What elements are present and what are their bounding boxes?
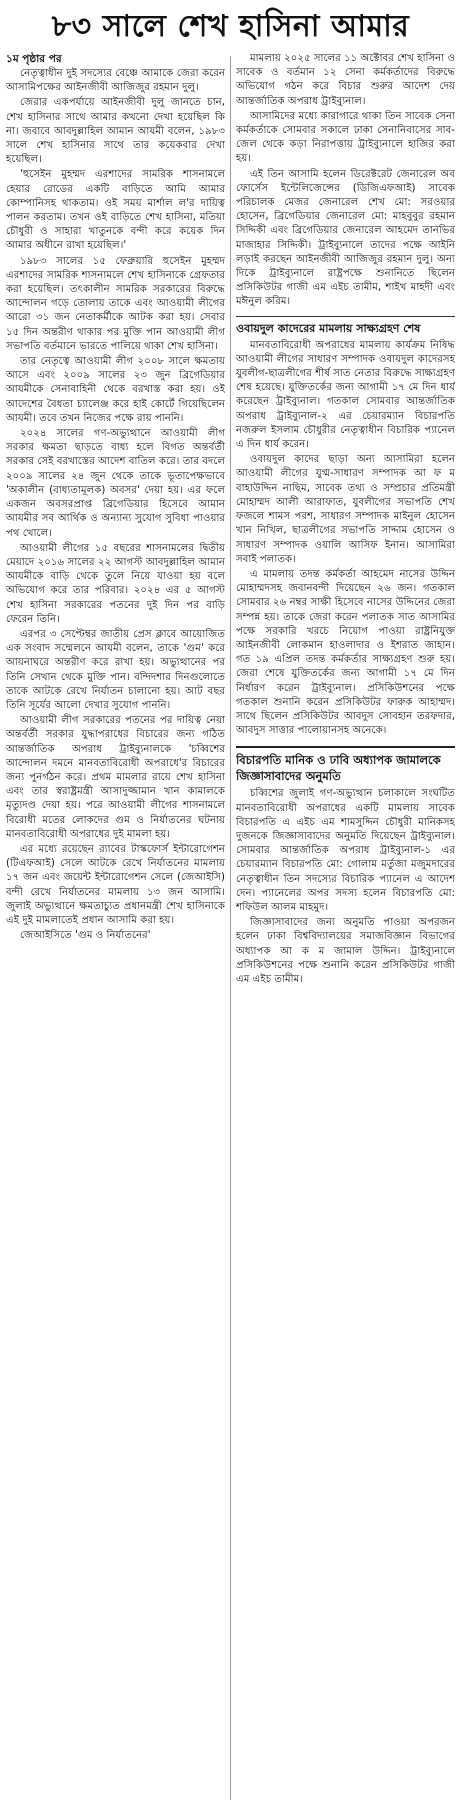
paragraph: ১৯৮৩ সালের ১৫ ফেব্রুয়ারি হুসেইন মুহম্মদ এরশাদের সামরিক শাসনামলে শেখ হাসিনাকে গ্রেফতার করা হয়েছিল। তৎকালীন সামরিক সরকারের বিরুদ্ধে আন্দোলন গড়ে তোলায় তাকে এবং আওয়ামী লীগের আরো ৩১ জন নেতাকর্মীকে আটক করা হয়। সেবার ১৫ দিন অন্তরীণ থাকার পর মুক্তি পান আওয়ামী লীগ সভাপতি বর্তমানে ভারতে পালিয়ে থাকা শেখ হাসিনা। [6,255,225,352]
paragraph: জিজ্ঞাসাবাদের জন্য অনুমতি পাওয়া অপরজন হলেন ঢাকা বিশ্ববিদ্যালয়ের সমাজবিজ্ঞান বিভাগের অধ্যাপক আ ক ম জামাল উদ্দিন। ট্রাইব্যুনালে প্রসিকিউশনের পক্ষে শুনানি করেন প্রসিকিউটর গাজী এম এইচ তামীম। [236,917,455,985]
section-subheading: ওবায়দুল কাদেরের মামলায় সাক্ষ্যগ্রহণ শেষ [236,316,455,336]
article-headline: ৮৩ সালে শেখ হাসিনা আমার [51,9,410,44]
paragraph: জেআইসিতে 'গুম ও নির্যাতনের' [20,930,151,942]
paragraph: মামলায় ২০২৫ সালের ১১ অক্টোবর শেখ হাসিনা ও সাবেক ও বর্তমান ১২ সেনা কর্মকর্তাদের বিরুদ্ধে অভিযোগ গঠন করে বিচার শুরুর আদেশ দেয় আন্তর্জাতিক অপরাধ ট্রাইব্যুনাল। [236,53,455,107]
paragraph: এর মধ্যে রয়েছেন র‌্যাবের টাস্কফোর্স ইন্টারোগেশন (টিএফআই) সেলে আটকে রেখে নির্যাতনের মামলায় ১৭ জন এবং জয়েন্ট ইন্টারোগেশন সেলে (জেআইসি) বন্দী রেখে নির্যাতনের মামলায় ১৩ জন আসামি। জুলাই অভ্যুত্থানে ক্ষমতাচ্যুত প্রধানমন্ত্রী শেখ হাসিনাকে এই দুই মামলাতেই প্রধান আসামি করা হয়। [6,843,225,926]
paragraph: আসামিদের মধ্যে কারাগারে থাকা তিন সাবেক সেনা কর্মকর্তাকে সোমবার সকালে ঢাকা সেনানিবাসের সাব-জেল থেকে কড়া নিরাপত্তায় ট্রাইব্যুনালে হাজির করা হয়। [236,110,455,165]
left-body [6,67,225,943]
paragraph: তার নেতৃত্বে আওয়ামী লীগ ২০০৮ সালে ক্ষমতায় আসে এবং ২০০৯ সালের ২৩ জুন ব্রিগেডিয়ার আযমীকে সেনাবাহিনী থেকে বরখাস্ত করা হয়। ওই আদেশের বৈধতা চ্যালেঞ্জ করে হাই কোর্টে গিয়েছিলেন আযমী। তবে তখন নিজের পক্ষে রায় পাননি। [6,356,225,424]
paragraph: এ মামলায় তদন্ত কর্মকর্তা আহমেদ নাসের উদ্দিন মোহাম্মদসহ জবানবন্দী দিয়েছেন ২৬ জন। গতকাল সোমবার ২৬ নম্বর সাক্ষী হিসেবে নাসের উদ্দিনের জেরা সম্পন্ন হয়। তাকে জেরা করেন পলাতক সাত আসামির পক্ষে সরকারি খরচে নিয়োগ পাওয়া রাষ্ট্রনিযুক্ত আইনজীবী লোকমান হাওলাদার ও ইশরাত জাহান। গত ১৯ এপ্রিল তদন্ত কর্মকর্তার সাক্ষ্যগ্রহণ শুরু হয়। জেরা শেষে যুক্তিতর্কের জন্য আগামী ১৭ মে দিন নির্ধারণ করেন ট্রাইব্যুনাল। প্রসিকিউশনের পক্ষে গতকাল শুনানি করেন প্রসিকিউটর ফারুক আহাম্মদ। সাথে ছিলেন প্রসিকিউটর আবদুস সোবহান তরফদার, আবদুস সাত্তার পালোয়ানসহ অনেকে। [236,568,455,737]
continuation-label: ১ম পৃষ্ঠার পর [6,53,62,65]
paragraph: জেরার একপর্যায়ে আইনজীবী দুলু জানতে চান, শেখ হাসিনার সাথে আমার কখনো দেখা হয়েছিল কি না। জবাবে আবদুল্লাহিল আমান আযমী বলেন, ১৯৮৩ সালে শেখ হাসিনার সাথে তার কয়েকবার দেখা হয়েছিল। [6,97,225,166]
paragraph: চব্বিশের জুলাই গণ-অভ্যুত্থান চলাকালে সংঘটিত মানবতাবিরোধী অপরাধের একটি মামলায় সাবেক বিচারপতি এ এইচ এম শামসুদ্দিন চৌধুরী মানিকসহ দুজনকে জিজ্ঞাসাবাদের অনুমতি দিয়েছেন ট্রাইব্যুনাল। সোমবার আন্তর্জাতিক অপরাধ ট্রাইব্যুনাল-১ এর চেয়ারম্যান বিচারপতি মো: গোলাম মর্তুজা মজুমদারের নেতৃত্বাধীন তিন সদস্যের বিচারিক প্যানেল এ আদেশ দেন। প্যানেলের অপর সদস্য হলেন বিচারপতি মো: শফিউল আলম মাহমুদ। [236,788,455,913]
paragraph: আওয়ামী লীগ সরকারের পতনের পর দায়িত্ব নেয়া অন্তর্বর্তী সরকার যুদ্ধাপরাধের বিচারের জন্য গঠিত আন্তর্জাতিক অপরাধ ট্রাইব্যুনালকে 'চব্বিশের আন্দোলন দমনে মানবতাবিরোধী অপরাধে'র বিচারের জন্য পুনর্গঠন করে। প্রথম মামলার রায়ে শেখ হাসিনা এবং তার স্বরাষ্ট্রমন্ত্রী আসাদুজ্জামান খান কামালকে মৃত্যুদণ্ড দেয়া হয়। পরে আওয়ামী লীগের শাসনামলে বিরোধী মতের লোকদের গুম ও নির্যাতনের ঘটনায় মানবতাবিরোধী অপরাধের দুই মামলা হয়। [6,715,225,840]
paragraph: ২০২৪ সালের গণ-অভ্যুত্থানে আওয়ামী লীগ সরকার ক্ষমতা ছাড়তে বাধ্য হলে বিগত অন্তর্বর্তী সরকার সেই বরখাস্তের আদেশ বাতিল করে। তার বদলে ২০০৯ সালের ২৪ জুন থেকে তাকে ভূতাপেক্ষভাবে 'অকালীন (বাধ্যতামূলক) অবসর' দেয়া হয়। এর ফলে একজন অবসরপ্রাপ্ত ব্রিগেডিয়ার হিসেবে আমান আযমীর সব আর্থিক ও অন্যান্য সুযোগ সুবিধা পাওয়ার পথ খোলে। [6,428,225,539]
paragraph: এই তিন আসামি হলেন ডিরেক্টরেট জেনারেল অব ফোর্সেস ইন্টেলিজেন্সের (ডিজিএফআই) সাবেক পরিচালক মেজর জেনারেল শেখ মো: সরওয়ার হোসেন, ব্রিগেডিয়ার জেনারেল মো: মাহবুবুর রহমান সিদ্দিকী এবং ব্রিগেডিয়ার জেনারেল আহমেদ তানভির মাজাহার সিদ্দিকী। ট্রাইব্যুনালে তাদের পক্ষে আইনি লড়াই করছেন আইনজীবী আজিজুর রহমান দুলু। অন্য দিকে ট্রাইব্যুনালে রাষ্ট্রপক্ষে শুনানিতে ছিলেন প্রসিকিউটর গাজী এম এইচ তামীম, শাইখ মাহদী এবং মঈনুল করিম। [236,168,455,308]
right-column [236,52,455,1800]
paragraph: মানবতাবিরোধী অপরাধের মামলায় কার্যক্রম নিষিদ্ধ আওয়ামী লীগের সাধারণ সম্পাদক ওবায়দুল কাদেরসহ যুবলীগ-ছাত্রলীগের শীর্ষ সাত নেতার বিরুদ্ধে সাক্ষ্যগ্রহণ শেষ হয়েছে। যুক্তিতর্কের জন্য আগামী ১৭ মে দিন ধার্য করেছেন ট্রাইব্যুনাল। গতকাল সোমবার আন্তর্জাতিক অপরাধ ট্রাইব্যুনাল-২ এর চেয়ারম্যান বিচারপতি নজরুল ইসলাম চৌধুরীর নেতৃত্বাধীন বিচারিক প্যানেল এ দিন ধার্য করেন। [236,339,455,451]
paragraph: এরপর ৩ সেপ্টেম্বর জাতীয় প্রেস ক্লাবে আয়োজিত এক সংবাদ সম্মেলনে আযমী বলেন, তাকে 'গুম' করে আয়নাঘরে অন্তরীণ করে রাখা হয়। অভ্যুত্থানের পর তিনি সেখান থেকে মুক্তি পান। বন্দিদশার দিনগুলোতে তাকে আটকে রেখে নির্যাতন চালানো হয়। আট বছর তিনি সূর্যের আলো দেখার সুযোগ পাননি। [6,628,225,711]
paragraph: 'হুসেইন মুহম্মদ এরশাদের সামরিক শাসনামলে হেয়ার রোডের একটি বাড়িতে আমি আমার কোম্পানিসহ থাকতাম। ওই সময় মার্শাল ল'র দায়িত্ব পালন করতাম। তখন ওই বাড়িতে শেখ হাসিনা, মতিয়া চৌধুরী ও সাহারা খাতুনকে বন্দী করে কয়েক দিন আমার অধীনে রাখা হয়েছিল।' [6,169,225,252]
column-divider [230,56,231,1800]
left-column [6,52,225,1800]
paragraph: আওয়ামী লীগের ১৫ বছরের শাসনামলের দ্বিতীয় মেয়াদে ২০১৬ সালের ২২ আগস্ট আবদুল্লাহিল আমান আযমীকে বাড়ি থেকে তুলে নিয়ে যাওয়া হয় বলে অভিযোগ করে তার পরিবার। ২০২৪ এর ৫ আগস্ট শেখ হাসিনা সরকারের পতনের দুই দিন পর বাড়ি ফেরেন তিনি। [6,542,225,625]
paragraph: নেতৃত্বাধীন দুই সদস্যের বেঞ্চে আমাকে জেরা করেন আসামিপক্ষের আইনজীবী আজিজুর রহমান দুলু। [6,68,225,94]
section-subheading: বিচারপতি মানিক ও ঢাবি অধ্যাপক জামালকে জিজ্ঞাসাবাদের অনুমতি [236,746,455,784]
paragraph: ওবায়দুল কাদের ছাড়া অন্য আসামিরা হলেন আওয়ামী লীগের যুগ্ম-সাধারণ সম্পাদক আ ফ ম বাহাউদ্দিন নাছিম, সাবেক তথ্য ও সম্প্রচার প্রতিমন্ত্রী মোহাম্মদ আলী আরাফাত, যুবলীগের সভাপতি শেখ ফজলে শামস পরশ, সাধারণ সম্পাদক মাইনুল হোসেন খান নিখিল, ছাত্রলীগের সভাপতি সাদ্দাম হোসেন ও সাধারণ সম্পাদক ওয়ালি আসিফ ইনান। আসামিরা সবাই পলাতক। [236,454,455,565]
